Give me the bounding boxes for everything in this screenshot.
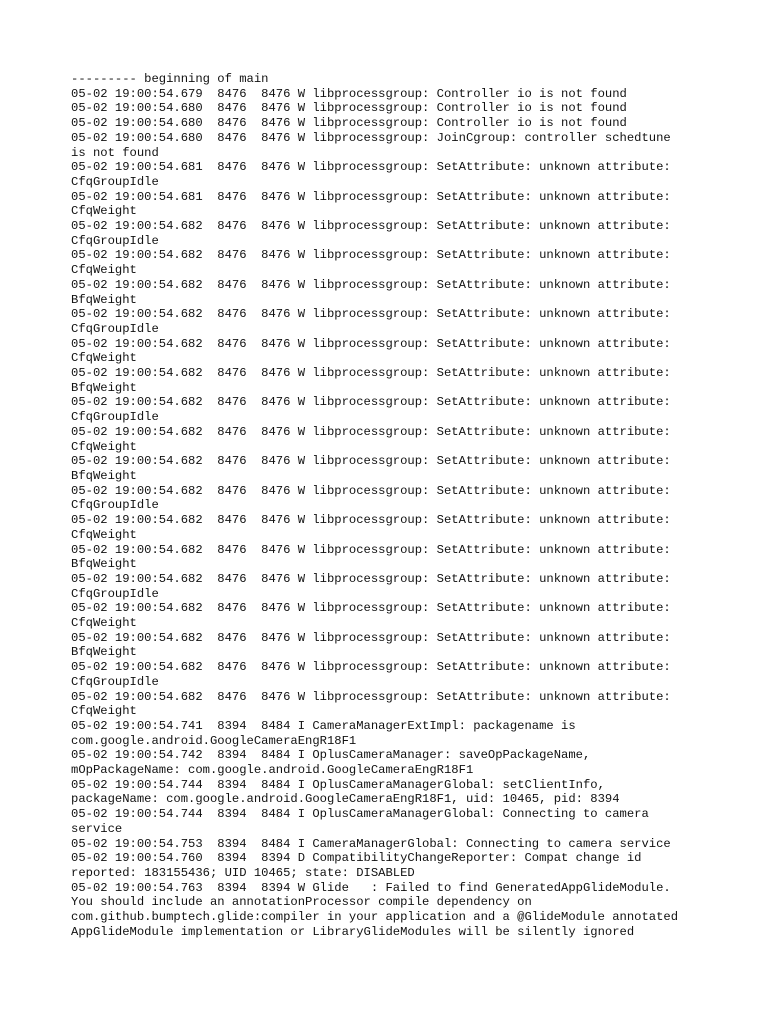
log-line: 05-02 19:00:54.753 8394 8484 I CameraManagerGlobal: Connecting to camera service — [71, 836, 671, 851]
log-line: CfqWeight — [71, 527, 137, 542]
log-line: CfqWeight — [71, 616, 137, 631]
log-line: 05-02 19:00:54.682 8476 8476 W libprocessgroup: SetAttribute: unknown attribute: — [71, 336, 671, 351]
log-line: 05-02 19:00:54.763 8394 8394 W Glide : Failed to find GeneratedAppGlideModule. — [71, 880, 671, 895]
log-line: 05-02 19:00:54.680 8476 8476 W libprocessgroup: JoinCgroup: controller schedtune — [71, 130, 671, 145]
log-line: 05-02 19:00:54.681 8476 8476 W libprocessgroup: SetAttribute: unknown attribute: — [71, 160, 671, 175]
log-line: BfqWeight — [71, 380, 137, 395]
log-line: BfqWeight — [71, 557, 137, 572]
log-line: is not found — [71, 145, 159, 160]
log-line: CfqGroupIdle — [71, 233, 159, 248]
log-line: 05-02 19:00:54.682 8476 8476 W libprocessgroup: SetAttribute: unknown attribute: — [71, 630, 671, 645]
log-line: You should include an annotationProcessor compile dependency on — [71, 895, 532, 910]
log-line: CfqWeight — [71, 704, 137, 719]
log-line: 05-02 19:00:54.682 8476 8476 W libprocessgroup: SetAttribute: unknown attribute: — [71, 483, 671, 498]
log-line: 05-02 19:00:54.682 8476 8476 W libprocessgroup: SetAttribute: unknown attribute: — [71, 248, 671, 263]
log-line: CfqGroupIdle — [71, 674, 159, 689]
log-line: 05-02 19:00:54.681 8476 8476 W libprocessgroup: SetAttribute: unknown attribute: — [71, 189, 671, 204]
log-line: 05-02 19:00:54.682 8476 8476 W libprocessgroup: SetAttribute: unknown attribute: — [71, 366, 671, 381]
log-line: com.google.android.GoogleCameraEngR18F1 — [71, 733, 357, 748]
log-line: 05-02 19:00:54.682 8476 8476 W libprocessgroup: SetAttribute: unknown attribute: — [71, 513, 671, 528]
log-line: CfqWeight — [71, 351, 137, 366]
log-line: 05-02 19:00:54.682 8476 8476 W libprocessgroup: SetAttribute: unknown attribute: — [71, 689, 671, 704]
log-line: CfqGroupIdle — [71, 586, 159, 601]
log-line: 05-02 19:00:54.760 8394 8394 D CompatibilityChangeReporter: Compat change id — [71, 851, 642, 866]
log-line: 05-02 19:00:54.682 8476 8476 W libprocessgroup: SetAttribute: unknown attribute: — [71, 424, 671, 439]
log-line: 05-02 19:00:54.680 8476 8476 W libprocessgroup: Controller io is not found — [71, 101, 627, 116]
log-line: 05-02 19:00:54.741 8394 8484 I CameraManagerExtImpl: packagename is — [71, 718, 576, 733]
log-line: 05-02 19:00:54.682 8476 8476 W libprocessgroup: SetAttribute: unknown attribute: — [71, 601, 671, 616]
log-line: 05-02 19:00:54.744 8394 8484 I OplusCameraManagerGlobal: Connecting to camera — [71, 807, 649, 822]
log-line: BfqWeight — [71, 292, 137, 307]
log-line: reported: 183155436; UID 10465; state: DISABLED — [71, 865, 415, 880]
log-line: CfqGroupIdle — [71, 410, 159, 425]
log-line: com.github.bumptech.glide:compiler in your application and a @GlideModule annotated — [71, 910, 679, 925]
log-line: 05-02 19:00:54.682 8476 8476 W libprocessgroup: SetAttribute: unknown attribute: — [71, 219, 671, 234]
log-line: 05-02 19:00:54.742 8394 8484 I OplusCameraManager: saveOpPackageName, — [71, 748, 591, 763]
log-line: 05-02 19:00:54.682 8476 8476 W libprocessgroup: SetAttribute: unknown attribute: — [71, 571, 671, 586]
log-line: mOpPackageName: com.google.android.GoogleCameraEngR18F1 — [71, 763, 474, 778]
log-line: CfqWeight — [71, 439, 137, 454]
log-line: 05-02 19:00:54.744 8394 8484 I OplusCameraManagerGlobal: setClientInfo, — [71, 777, 605, 792]
log-line: BfqWeight — [71, 645, 137, 660]
log-section-header: --------- beginning of main — [71, 72, 269, 86]
log-line: AppGlideModule implementation or LibraryGlideModules will be silently ignored — [71, 924, 635, 939]
log-output — [71, 72, 711, 939]
log-line: BfqWeight — [71, 468, 137, 483]
log-line: 05-02 19:00:54.682 8476 8476 W libprocessgroup: SetAttribute: unknown attribute: — [71, 277, 671, 292]
log-line: CfqGroupIdle — [71, 321, 159, 336]
log-line: CfqGroupIdle — [71, 498, 159, 513]
log-line: 05-02 19:00:54.679 8476 8476 W libprocessgroup: Controller io is not found — [71, 86, 627, 101]
log-line: CfqWeight — [71, 204, 137, 219]
log-line: 05-02 19:00:54.682 8476 8476 W libprocessgroup: SetAttribute: unknown attribute: — [71, 395, 671, 410]
log-line: 05-02 19:00:54.682 8476 8476 W libprocessgroup: SetAttribute: unknown attribute: — [71, 542, 671, 557]
log-line: 05-02 19:00:54.680 8476 8476 W libprocessgroup: Controller io is not found — [71, 116, 627, 131]
log-line: CfqWeight — [71, 263, 137, 278]
log-line: CfqGroupIdle — [71, 174, 159, 189]
log-line: service — [71, 821, 123, 836]
log-line: 05-02 19:00:54.682 8476 8476 W libprocessgroup: SetAttribute: unknown attribute: — [71, 454, 671, 469]
log-line: 05-02 19:00:54.682 8476 8476 W libprocessgroup: SetAttribute: unknown attribute: — [71, 307, 671, 322]
log-line: 05-02 19:00:54.682 8476 8476 W libprocessgroup: SetAttribute: unknown attribute: — [71, 660, 671, 675]
log-line: packageName: com.google.android.GoogleCameraEngR18F1, uid: 10465, pid: 8394 — [71, 792, 620, 807]
